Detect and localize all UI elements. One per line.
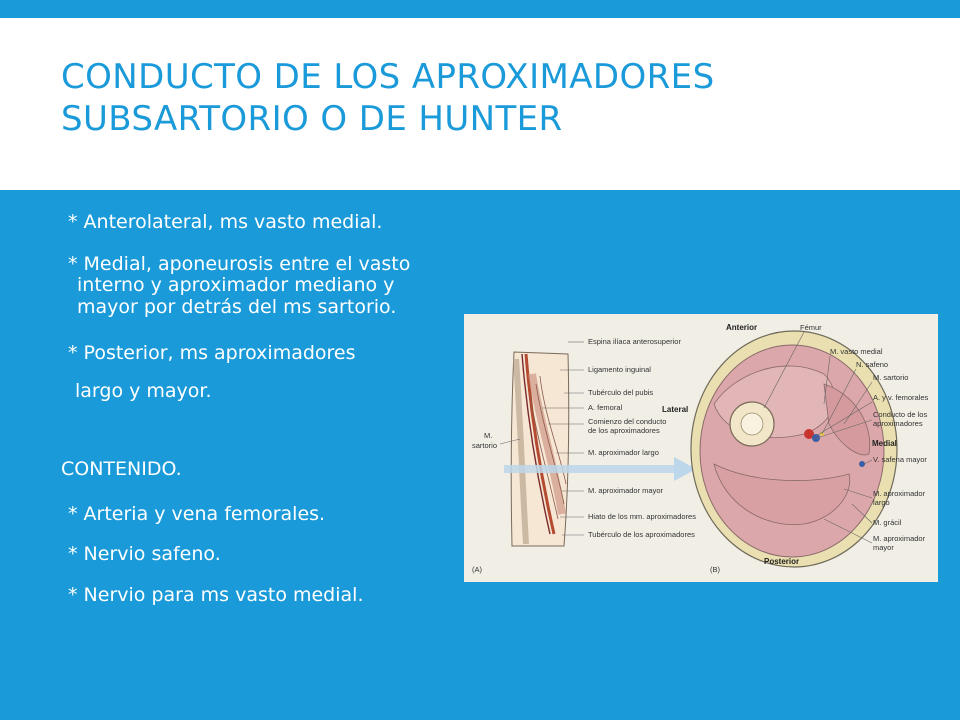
label-sartorio-m: M. — [484, 431, 493, 440]
label-posterior: Posterior — [764, 557, 800, 566]
label-medial: Medial — [872, 439, 897, 448]
label-femur: Fémur — [800, 323, 822, 332]
label-tuberculo-pubis: Tubérculo del pubis — [588, 388, 654, 397]
label-aprox-mayor-1: M. aproximador — [873, 534, 926, 543]
label-m-sartorio: M. sartorio — [873, 373, 909, 382]
panel-a-tag: (A) — [472, 565, 482, 574]
label-a-v-femorales: A. y v. femorales — [873, 393, 929, 402]
label-tuberculo-aproximadores: Tubérculo de los aproximadores — [588, 530, 695, 539]
bullet-medial-line-2: interno y aproximador mediano y — [77, 274, 395, 296]
bullet-medial-line-1: * Medial, aponeurosis entre el vasto — [68, 253, 411, 275]
content-item-nervio-vasto: * Nervio para ms vasto medial. — [68, 584, 364, 606]
content-item-nervio-safeno: * Nervio safeno. — [68, 543, 221, 565]
label-anterior: Anterior — [726, 323, 758, 332]
label-vasto-medial: M. vasto medial — [830, 347, 883, 356]
content-item-arteria-vena: * Arteria y vena femorales. — [68, 503, 326, 525]
panel-a-labels — [472, 337, 696, 574]
label-aprox-mayor-2: mayor — [873, 543, 894, 552]
title-line-1: CONDUCTO DE LOS APROXIMADORES — [61, 57, 715, 97]
bullet-medial-line-3: mayor por detrás del ms sartorio. — [77, 296, 397, 318]
panel-b-tag: (B) — [710, 565, 720, 574]
anatomy-illustration — [464, 314, 938, 582]
title-area — [0, 18, 960, 190]
label-m-gracil: M. grácil — [873, 518, 902, 527]
label-aproximador-largo-a: M. aproximador largo — [588, 448, 659, 457]
label-a-femoral: A. femoral — [588, 403, 623, 412]
label-sartorio: sartorio — [472, 441, 498, 450]
label-ligamento-inguinal: Ligamento inguinal — [588, 365, 651, 374]
label-v-safena-mayor: V. safena mayor — [873, 455, 927, 464]
label-n-safeno: N. safeno — [856, 360, 889, 369]
anatomy-figure — [464, 314, 938, 582]
top-accent-bar — [0, 0, 960, 18]
label-comienzo-conducto-1: Comienzo del conducto — [588, 417, 667, 426]
bullet-posterior-line-1: * Posterior, ms aproximadores — [68, 342, 356, 364]
label-aproximador-mayor-a: M. aproximador mayor — [588, 486, 664, 495]
bullet-anterolateral: * Anterolateral, ms vasto medial. — [68, 211, 383, 233]
bullet-posterior-line-2: largo y mayor. — [75, 380, 212, 402]
label-conducto-1: Conducto de los — [873, 410, 928, 419]
title-line-2: SUBSARTORIO O DE HUNTER — [61, 99, 563, 139]
label-aprox-largo-1: M. aproximador — [873, 489, 926, 498]
slide-title — [61, 56, 715, 140]
label-conducto-2: aproximadores — [873, 419, 923, 428]
label-comienzo-conducto-2: de los aproximadores — [588, 426, 660, 435]
label-lateral: Lateral — [662, 405, 689, 414]
label-espina-iliaca: Espina ilíaca anterosuperior — [588, 337, 681, 346]
label-aprox-largo-2: largo — [873, 498, 890, 507]
label-hiato: Hiato de los mm. aproximadores — [588, 512, 696, 521]
contenido-heading: CONTENIDO. — [61, 458, 182, 480]
